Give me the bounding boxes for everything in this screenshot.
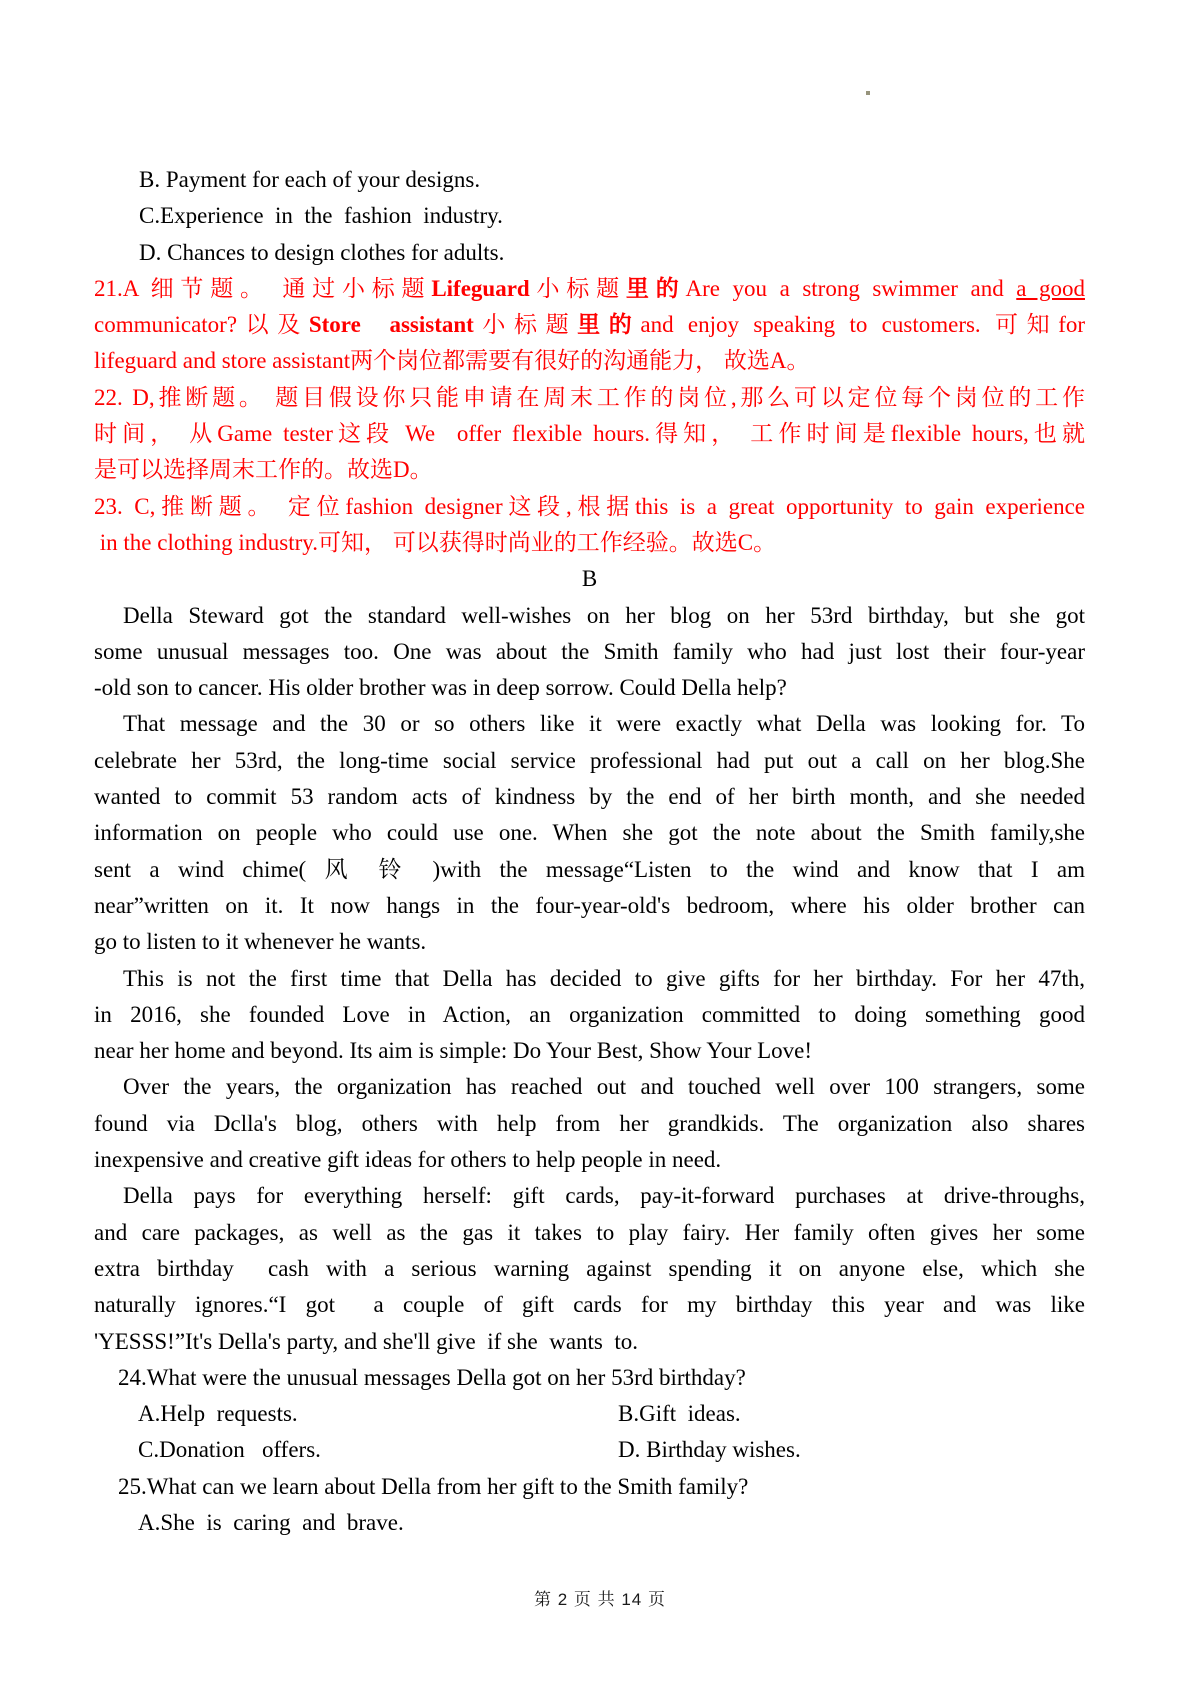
text-segment: extra birthday cash with a serious warning against spending it on anyone else, which she <box>94 1255 1085 1281</box>
text-line <box>94 1251 1085 1287</box>
text-segment: 21.A 细节题。 通过小标题 <box>94 275 432 301</box>
question-24-options-row-2 <box>94 1432 1085 1468</box>
text-segment: lifeguard and store assistant两个岗位都需要有很好的沟通能力， 故选A。 <box>94 348 810 374</box>
question-24-option-c: C.Donation offers. <box>138 1437 321 1463</box>
text-line <box>94 1142 1085 1178</box>
text-segment: That message and the 30 or so others like it were exactly what Della was looking for. To <box>123 711 1085 737</box>
text-line <box>94 815 1085 851</box>
passage-paragraph <box>94 598 1085 707</box>
text-line <box>94 416 1085 452</box>
text-segment: 小标题 <box>473 312 578 338</box>
text-line <box>94 343 1085 379</box>
text-segment: near her home and beyond. Its aim is simple: Do Your Best, Show Your Love! <box>94 1038 813 1064</box>
text-segment: Store assistant <box>308 312 474 338</box>
text-segment: -old son to cancer. His older brother was in deep sorrow. Could Della help? <box>94 675 787 701</box>
text-line <box>94 779 1085 815</box>
passage-paragraph <box>94 1178 1085 1359</box>
text-line <box>94 743 1085 779</box>
text-line <box>94 1069 1085 1105</box>
text-segment: 时间， 从Game tester这段 We offer flexible hours.得知， 工作时间是flexible hours,也就 <box>94 421 1085 447</box>
page-content <box>94 162 1085 1541</box>
text-segment: 小标题 <box>529 275 626 301</box>
question-24-option-a: A.Help requests. <box>138 1401 298 1427</box>
question-24-options-row-1 <box>94 1396 1085 1432</box>
text-segment: inexpensive and creative gift ideas for others to help people in need. <box>94 1147 722 1173</box>
text-line <box>94 961 1085 997</box>
text-segment: 里的 <box>577 312 641 338</box>
text-segment: Over the years, the organization has reached out and touched well over 100 strangers, some <box>123 1074 1085 1100</box>
passage-paragraph <box>94 706 1085 960</box>
text-line <box>94 1033 1085 1069</box>
text-segment: communicator?以及 <box>94 312 309 338</box>
text-segment: naturally ignores.“I got a couple of gift cards for my birthday this year and was like <box>94 1292 1085 1318</box>
question-25-stem: 25.What can we learn about Della from her gift to the Smith family? <box>118 1473 749 1499</box>
page-footer: 第 2 页 共 14 页 <box>534 1590 666 1609</box>
question-24 <box>94 1360 1085 1469</box>
text-segment: 是可以选择周末工作的。故选D。 <box>94 457 433 483</box>
answer-explanations <box>94 271 1085 561</box>
text-line <box>94 634 1085 670</box>
text-segment: go to listen to it whenever he wants. <box>94 929 427 955</box>
text-line <box>94 1215 1085 1251</box>
text-segment: Della pays for everything herself: gift cards, pay-it-forward purchases at drive-throughs, <box>123 1183 1085 1209</box>
text-line <box>94 489 1085 525</box>
question-24-option-b: B.Gift ideas. <box>618 1401 741 1427</box>
passage-paragraph <box>94 961 1085 1070</box>
text-segment: Are you a strong swimmer and <box>685 275 1017 301</box>
text-line <box>94 271 1085 307</box>
text-segment: and enjoy speaking to customers. 可知for <box>640 312 1085 338</box>
text-line <box>94 997 1085 1033</box>
text-line <box>94 1324 1085 1360</box>
text-segment: Della Steward got the standard well-wishes on her blog on her 53rd birthday, but she got <box>123 602 1085 628</box>
reading-passage <box>94 598 1085 1360</box>
text-segment: and care packages, as well as the gas it takes to play fairy. Her family often gives her some <box>94 1219 1085 1245</box>
stray-mark-dot <box>866 91 870 95</box>
text-line <box>94 670 1085 706</box>
text-segment: Lifeguard <box>431 275 530 301</box>
text-line <box>94 1178 1085 1214</box>
text-segment: 22. D,推断题。 题目假设你只能申请在周末工作的岗位,那么可以定位每个岗位的工作 <box>94 384 1085 410</box>
text-line <box>94 706 1085 742</box>
text-line <box>94 598 1085 634</box>
passage-paragraph <box>94 1069 1085 1178</box>
text-segment: 23. C,推断题。 定位fashion designer这段,根据this is a great opportunity to gain experience <box>94 493 1085 519</box>
question-24-option-d: D. Birthday wishes. <box>618 1437 801 1463</box>
text-line <box>94 852 1085 888</box>
text-segment: sent a wind chime( 风 铃 )with the message“Listen to the wind and know that I am <box>94 856 1085 882</box>
text-line <box>94 525 1085 561</box>
section-label: B <box>581 566 598 592</box>
text-segment: found via Dclla's blog, others with help from her grandkids. The organization also shares <box>94 1110 1085 1136</box>
question-25 <box>94 1469 1085 1542</box>
text-line <box>94 452 1085 488</box>
text-segment: celebrate her 53rd, the long-time social service professional had put out a call on her blog.She <box>94 747 1085 773</box>
text-segment: a good <box>1016 275 1085 301</box>
option-line-c: C.Experience in the fashion industry. <box>139 203 503 229</box>
text-line <box>94 924 1085 960</box>
question-25-options-row-1 <box>94 1505 1085 1541</box>
text-segment: some unusual messages too. One was about the Smith family who had just lost their four-year <box>94 638 1085 664</box>
option-line-b: B. Payment for each of your designs. <box>139 167 481 192</box>
text-line <box>94 888 1085 924</box>
text-segment: 里的 <box>625 275 686 301</box>
text-line <box>94 1106 1085 1142</box>
text-line <box>94 380 1085 416</box>
question-25-option-spacer <box>618 1505 1085 1541</box>
text-segment: information on people who could use one. When she got the note about the Smith family,she <box>94 820 1085 846</box>
option-line-d: D. Chances to design clothes for adults. <box>139 239 505 265</box>
text-segment: wanted to commit 53 random acts of kindness by the end of her birth month, and she needed <box>94 784 1085 810</box>
text-segment: in 2016, she founded Love in Action, an organization committed to doing something good <box>94 1001 1085 1027</box>
text-line <box>94 307 1085 343</box>
question-25-option-a: A.She is caring and brave. <box>138 1509 404 1535</box>
question-24-stem: 24.What were the unusual messages Della got on her 53rd birthday? <box>118 1364 746 1390</box>
text-segment: in the clothing industry.可知， 可以获得时尚业的工作经验。故选C。 <box>94 529 777 555</box>
text-line <box>94 1287 1085 1323</box>
text-segment: This is not the first time that Della has decided to give gifts for her birthday. For her 47th, <box>123 965 1085 991</box>
text-segment: 'YESSS!”It's Della's party, and she'll give if she wants to. <box>94 1328 639 1354</box>
text-segment: near”written on it. It now hangs in the four-year-old's bedroom, where his older brother can <box>94 892 1085 918</box>
